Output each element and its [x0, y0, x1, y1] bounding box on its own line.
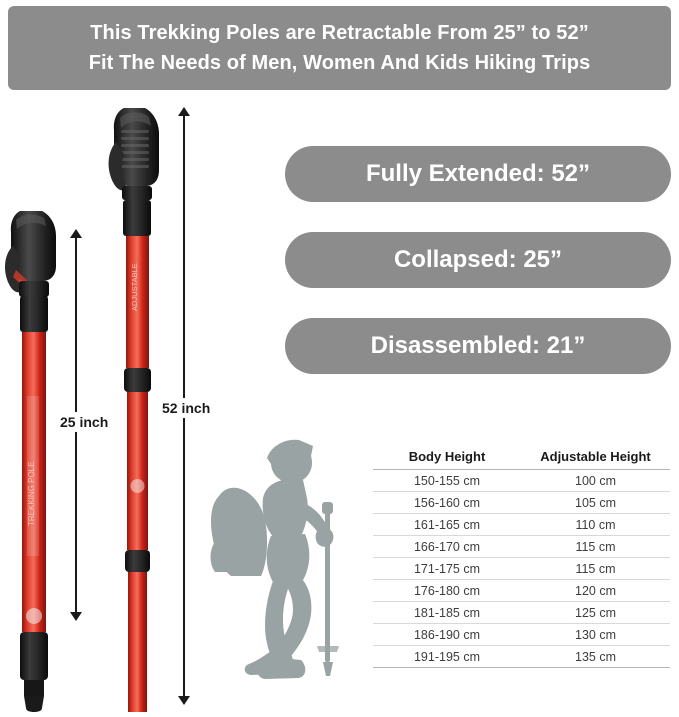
- table-row: [373, 492, 670, 514]
- trekking-pole-extended-icon: [109, 108, 159, 712]
- body-height-cell: 181-185 cm: [373, 602, 521, 624]
- header-banner: [8, 6, 671, 90]
- table-row: [373, 558, 670, 580]
- table-row: [373, 646, 670, 668]
- hiker-silhouette-icon: [205, 424, 375, 692]
- body-height-cell: 156-160 cm: [373, 492, 521, 514]
- table-header-adjustable-height: Adjustable Height: [521, 446, 670, 470]
- adjustable-height-cell: 100 cm: [521, 470, 670, 492]
- adjustable-height-cell: 105 cm: [521, 492, 670, 514]
- table-row: [373, 624, 670, 646]
- table-row: [373, 536, 670, 558]
- dimension-label-collapsed: 25 inch: [57, 412, 111, 432]
- adjustable-height-cell: 115 cm: [521, 536, 670, 558]
- body-height-cell: 186-190 cm: [373, 624, 521, 646]
- dimension-label-extended: 52 inch: [159, 398, 213, 418]
- spec-pill-label: Collapsed: 25”: [393, 246, 563, 273]
- dimension-arrow-down: [70, 612, 82, 621]
- body-height-cell: 161-165 cm: [373, 514, 521, 536]
- trekking-pole-collapsed-icon: [5, 211, 56, 712]
- adjustable-height-cell: 130 cm: [521, 624, 670, 646]
- body-height-cell: 171-175 cm: [373, 558, 521, 580]
- body-height-cell: 166-170 cm: [373, 536, 521, 558]
- adjustable-height-cell: 115 cm: [521, 558, 670, 580]
- table-header-row: [373, 446, 670, 470]
- table-header-body-height: Body Height: [373, 446, 521, 470]
- spec-pill-label: Fully Extended: 52”: [365, 160, 591, 187]
- spec-pill-label: Disassembled: 21”: [370, 332, 586, 359]
- header-line-2: Fit The Needs of Men, Women And Kids Hiking Trips: [88, 52, 591, 74]
- table-row: [373, 602, 670, 624]
- adjustable-height-cell: 125 cm: [521, 602, 670, 624]
- adjustable-height-cell: 135 cm: [521, 646, 670, 668]
- dimension-arrow-down: [178, 696, 190, 705]
- adjustable-height-cell: 110 cm: [521, 514, 670, 536]
- adjustable-height-table: [373, 446, 670, 668]
- header-line-1: This Trekking Poles are Retractable From 25” to 52”: [90, 22, 589, 44]
- adjustable-height-cell: 120 cm: [521, 580, 670, 602]
- table-row: [373, 580, 670, 602]
- table-row: [373, 470, 670, 492]
- spec-pill-collapsed: [285, 232, 671, 288]
- svg-text:ADJUSTABLE: ADJUSTABLE: [130, 263, 139, 311]
- body-height-cell: 176-180 cm: [373, 580, 521, 602]
- spec-pill-fully-extended: [285, 146, 671, 202]
- svg-text:TREKKING POLE: TREKKING POLE: [27, 461, 36, 526]
- table-row: [373, 514, 670, 536]
- body-height-cell: 191-195 cm: [373, 646, 521, 668]
- body-height-cell: 150-155 cm: [373, 470, 521, 492]
- spec-pill-disassembled: [285, 318, 671, 374]
